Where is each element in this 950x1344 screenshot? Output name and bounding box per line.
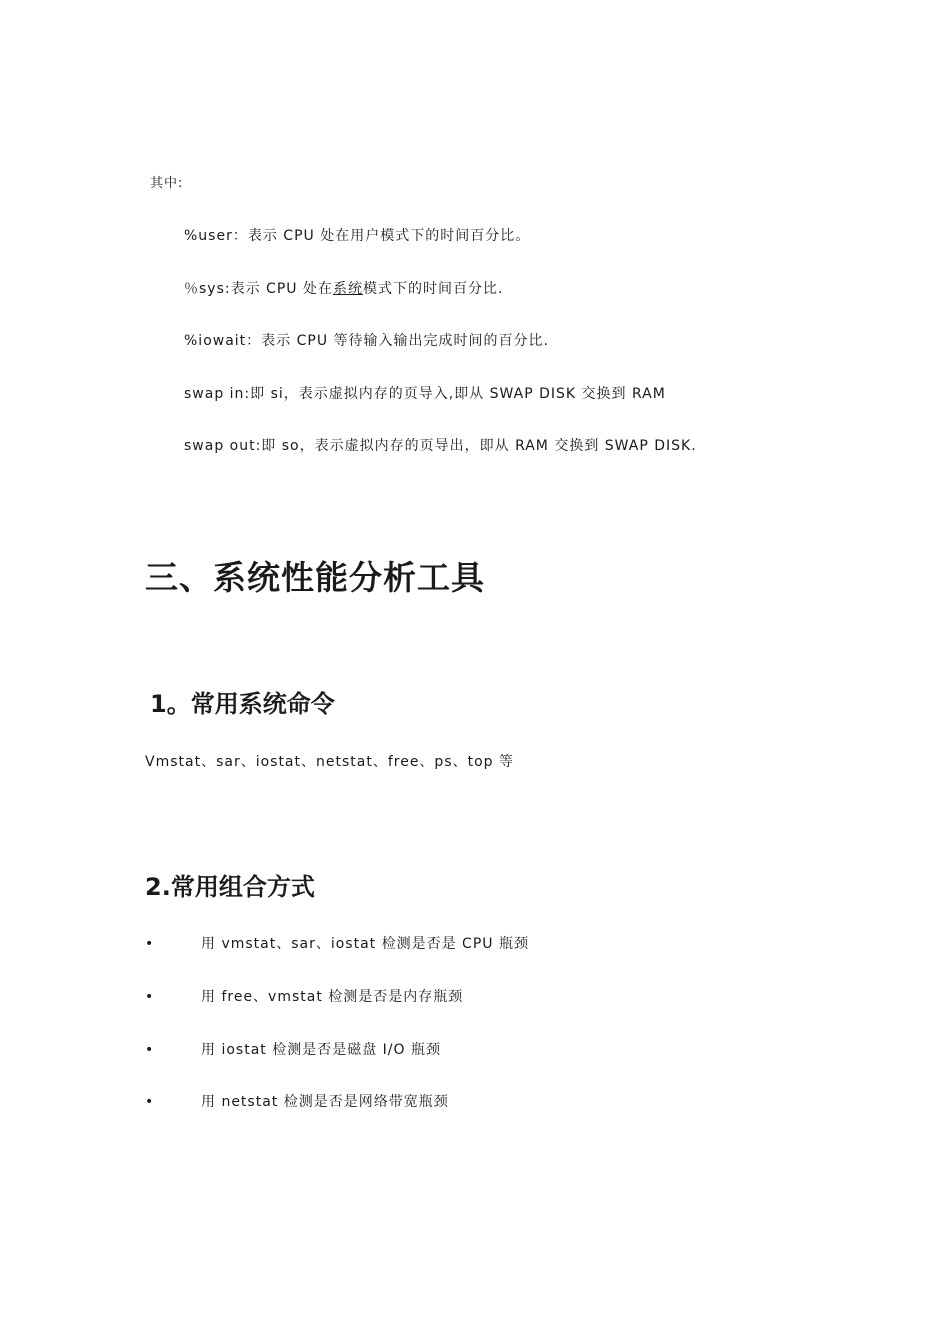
definition-text-suffix: 模式下的时间百分比. [362, 281, 504, 297]
definition-text: swap out:即 so，表示虚拟内存的页导出，即从 RAM 交换到 SWAP DISK. [184, 438, 697, 454]
bullet-item [145, 986, 463, 1006]
bullet-text: 用 vmstat、sar、iostat 检测是否是 CPU 瓶颈 [201, 936, 529, 952]
definition-sys [184, 278, 503, 298]
bullet-text: 用 free、vmstat 检测是否是内存瓶颈 [201, 989, 464, 1005]
bullet-icon: • [145, 936, 155, 952]
bullet-item [145, 933, 529, 953]
definition-swap-in [184, 383, 666, 403]
bullet-icon: • [145, 1094, 155, 1110]
definition-user [184, 225, 530, 245]
commands-list-text: Vmstat、sar、iostat、netstat、free、ps、top 等 [145, 754, 515, 770]
section-title: 三、系统性能分析工具 [145, 558, 485, 597]
definition-text: %user：表示 CPU 处在用户模式下的时间百分比。 [184, 228, 531, 244]
bullet-icon: • [145, 989, 155, 1005]
definition-text: swap in:即 si，表示虚拟内存的页导入,即从 SWAP DISK 交换到 RAM [184, 386, 666, 402]
bullet-text: 用 netstat 检测是否是网络带宽瓶颈 [201, 1094, 449, 1110]
bullet-item [145, 1091, 449, 1111]
subsection-title-combinations: 2.常用组合方式 [145, 873, 315, 901]
bullet-item [145, 1039, 441, 1059]
system-link[interactable]: 系统 [332, 281, 363, 297]
definition-text: %iowait：表示 CPU 等待输入输出完成时间的百分比. [184, 333, 549, 349]
definition-iowait [184, 330, 549, 350]
definition-text: ％sys:表示 CPU 处在 [184, 281, 333, 297]
subsection-title-commands: 1。常用系统命令 [150, 690, 335, 718]
bullet-icon: • [145, 1042, 155, 1058]
definition-swap-out [184, 435, 697, 455]
bullet-text: 用 iostat 检测是否是磁盘 I/O 瓶颈 [201, 1042, 441, 1058]
intro-text: 其中: [150, 176, 184, 191]
